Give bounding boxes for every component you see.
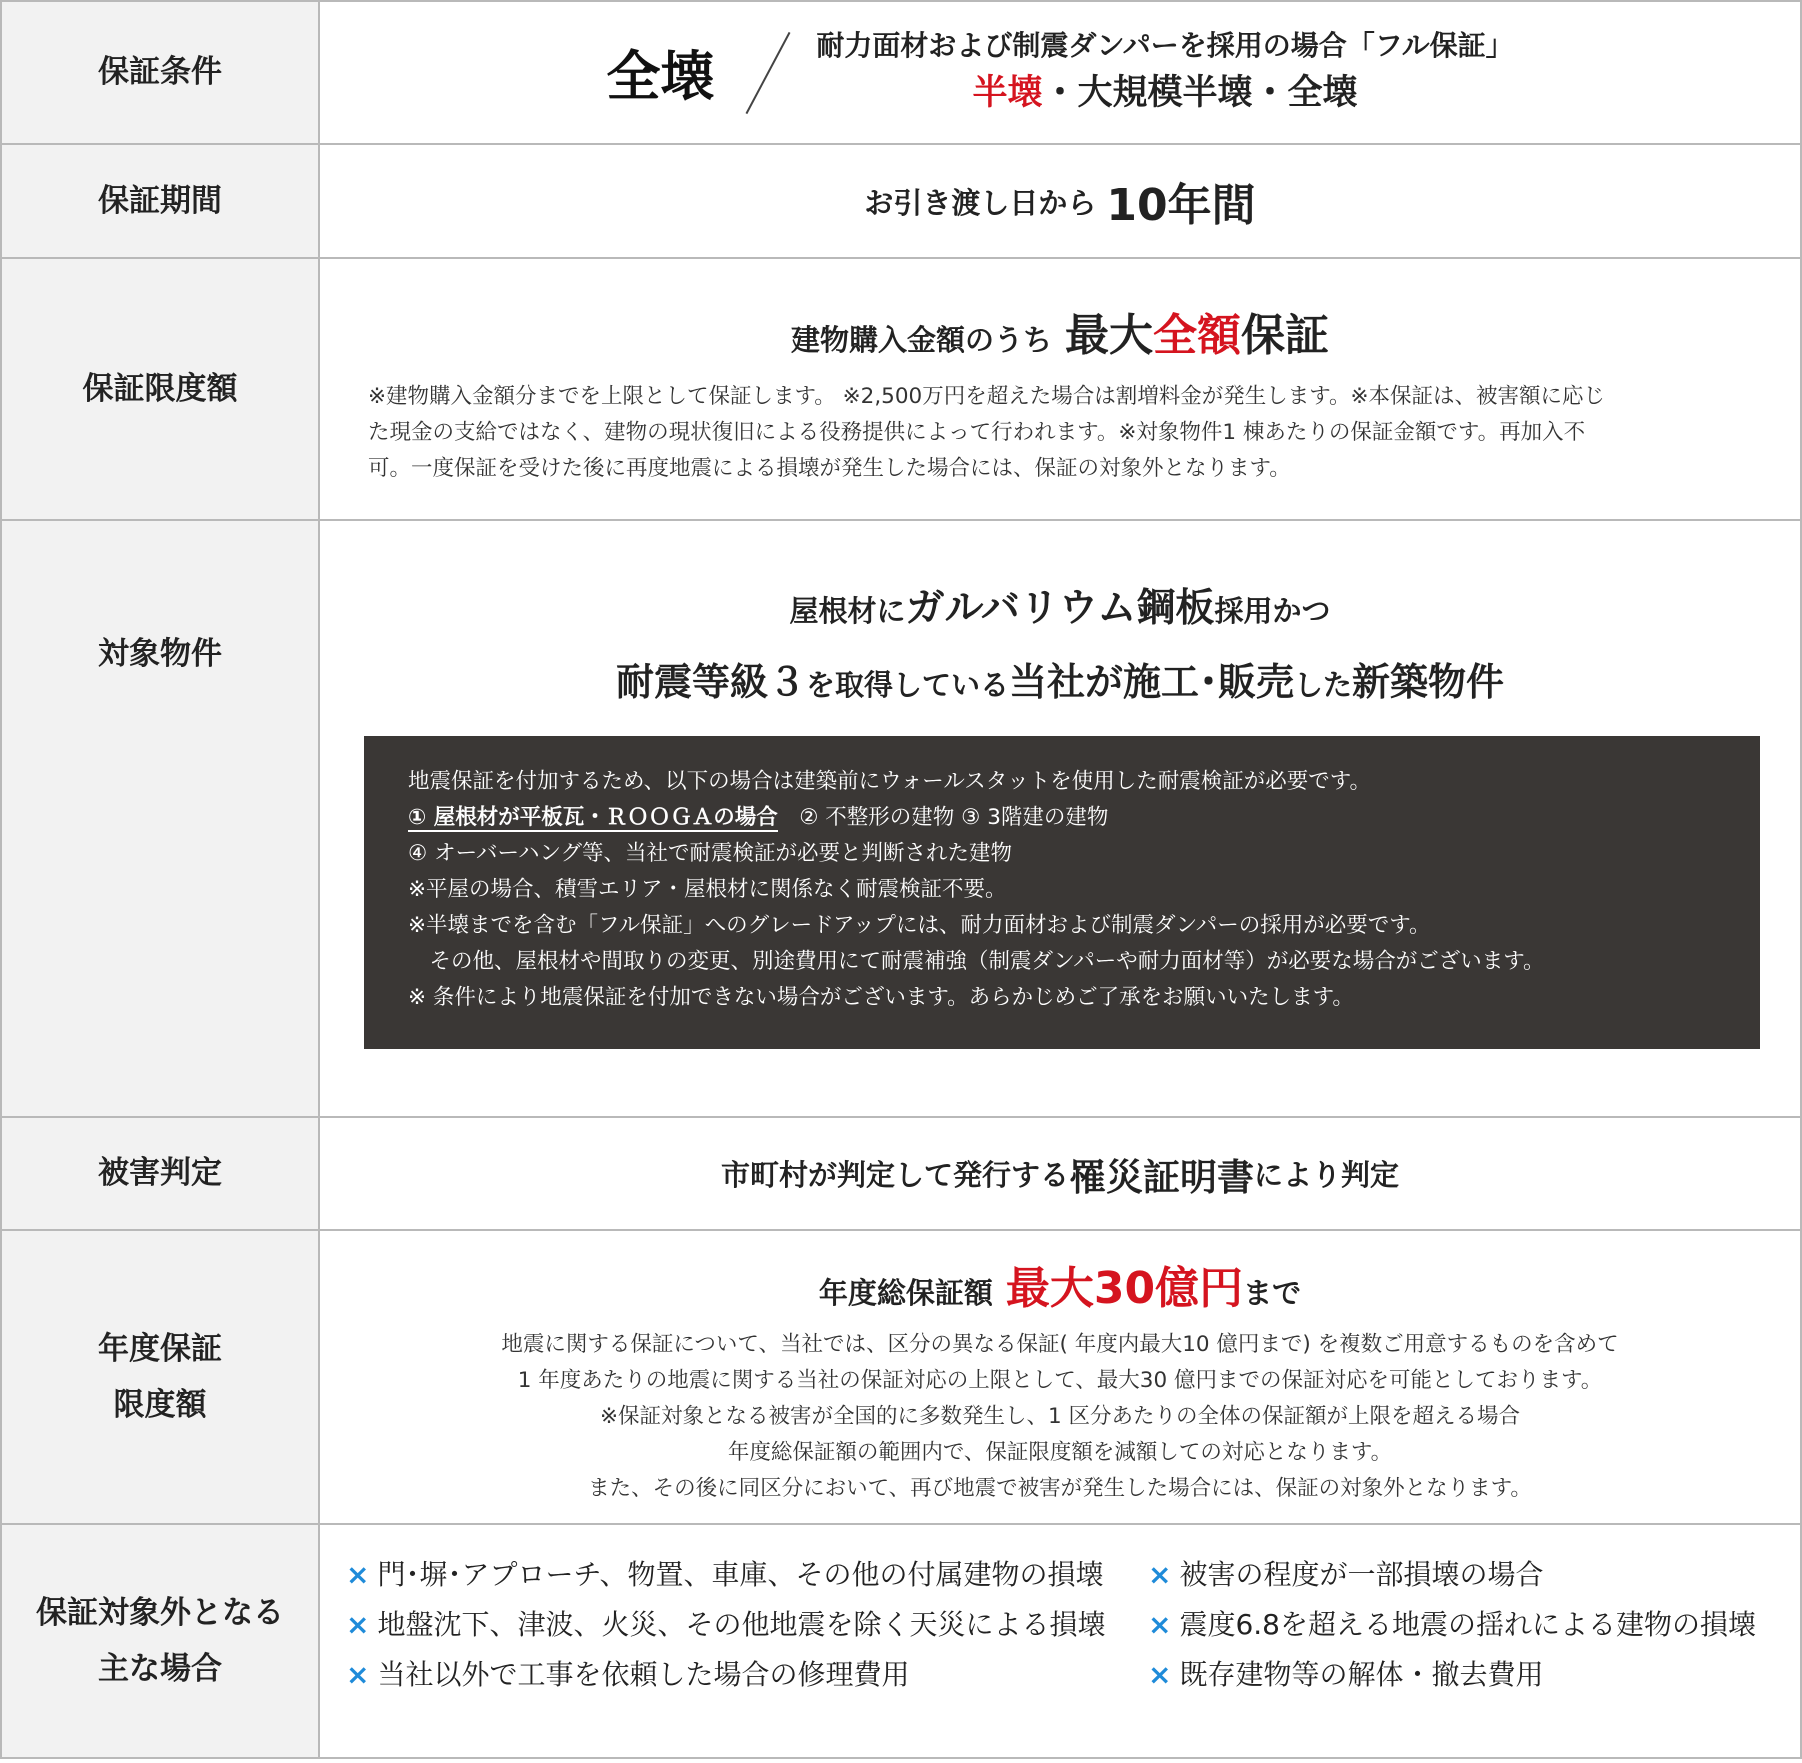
cross-icon: × — [346, 1658, 370, 1691]
header-annual-l2: 限度額 — [113, 1387, 207, 1423]
notice-line: ※平屋の場合、積雪エリア・屋根材に関係なく耐震検証不要。 — [408, 877, 1007, 902]
annual-note-line: 年度総保証額の範囲内で、保証限度額を減額しての対応となります。 — [727, 1440, 1393, 1465]
property-l2-e: 新築物件 — [1352, 660, 1505, 704]
notice-line — [408, 800, 1760, 836]
limit-title-red: 全額 — [1153, 310, 1242, 361]
exclusion-text: 被害の程度が一部損壊の場合 — [1179, 1558, 1544, 1591]
header-annual — [0, 1231, 320, 1523]
notice-line: ※半壊までを含む「フル保証」へのグレードアップには、耐力面材および制震ダンパーの採用が必要です。 — [408, 913, 1431, 938]
judgement-emph: 罹災証明書 — [1069, 1155, 1254, 1199]
exclusion-item — [1148, 1605, 1756, 1645]
header-exclusions-l2: 主な場合 — [98, 1651, 222, 1687]
cross-icon: × — [1148, 1608, 1172, 1641]
exclusion-item — [346, 1555, 1104, 1595]
notice-line: ※ 条件により地震保証を付加できない場合がございます。あらかじめご了承をお願いいたします。 — [408, 985, 1354, 1010]
limit-note — [368, 379, 1605, 487]
row-period — [0, 145, 1802, 259]
limit-note-line: 可。一度保証を受けた後に再度地震による損壊が発生した場合には、保証の対象外となります。 — [368, 456, 1291, 481]
property-l2-c: 当社が施工･販売 — [1008, 660, 1294, 704]
notice-line-rest: ② 不整形の建物 ③ 3階建の建物 — [777, 805, 1109, 830]
exclusion-text: 門･塀･アプローチ、物置、車庫、その他の付属建物の損壊 — [377, 1558, 1104, 1591]
exclusion-item — [346, 1655, 909, 1695]
header-judgement: 被害判定 — [0, 1118, 320, 1229]
property-line-1 — [320, 583, 1800, 642]
property-l1-c: 採用かつ — [1214, 594, 1331, 628]
row-condition — [0, 2, 1802, 145]
annual-note-line: 1 年度あたりの地震に関する当社の保証対応の上限として、最大30 億円までの保証対応を可能としております。 — [517, 1368, 1603, 1393]
exclusions-cell — [320, 1525, 1802, 1757]
limit-cell — [320, 259, 1802, 519]
full-warranty-scope — [816, 66, 1513, 120]
header-exclusions-l1: 保証対象外となる — [36, 1595, 284, 1631]
annual-title-red: 最大30億円 — [1005, 1263, 1244, 1314]
cross-icon: × — [1148, 1658, 1172, 1691]
annual-cell — [320, 1231, 1802, 1523]
judgement-suffix: により判定 — [1254, 1158, 1400, 1192]
property-line-2 — [320, 655, 1800, 717]
exclusion-text: 地盤沈下、津波、火災、その他地震を除く天災による損壊 — [377, 1608, 1106, 1641]
property-l1-b: ガルバリウム鋼板 — [905, 586, 1215, 631]
cross-icon: × — [346, 1558, 370, 1591]
period-cell — [320, 145, 1802, 257]
judgement-cell — [320, 1118, 1802, 1229]
full-warranty-red: 半壊 — [972, 72, 1043, 113]
header-property: 対象物件 — [0, 521, 320, 1116]
cross-icon: × — [346, 1608, 370, 1641]
property-cell — [320, 521, 1802, 1116]
property-l1-a: 屋根材に — [789, 594, 906, 628]
period-prefix: お引き渡し日から — [864, 185, 1097, 220]
judgement-prefix: 市町村が判定して発行する — [720, 1158, 1069, 1192]
annual-title-prefix: 年度総保証額 — [818, 1276, 993, 1310]
row-judgement — [0, 1118, 1802, 1231]
limit-title — [320, 299, 1800, 363]
notice-underlined: ① 屋根材が平板瓦・ＲＯＯＧＡの場合 — [408, 805, 778, 830]
full-warranty-rest: ・大規模半壊・全壊 — [1042, 72, 1358, 113]
annual-note-line: ※保証対象となる被害が全国的に多数発生し、1 区分あたりの全体の保証額が上限を超える場合 — [599, 1404, 1521, 1429]
condition-main: 全壊 — [606, 45, 715, 108]
row-property — [0, 521, 1802, 1118]
annual-title — [320, 1259, 1800, 1328]
header-annual-l1: 年度保証 — [98, 1331, 222, 1367]
header-exclusions — [0, 1525, 320, 1757]
annual-note — [320, 1327, 1800, 1507]
row-limit — [0, 259, 1802, 521]
annual-note-line: 地震に関する保証について、当社では、区分の異なる保証( 年度内最大10 億円まで) を複数ご用意するものを含めて — [501, 1332, 1619, 1357]
notice-line: その他、屋根材や間取りの変更、別途費用にて耐震補強（制震ダンパーや耐力面材等）が必要な場合がございます。 — [408, 949, 1545, 974]
notice-line: 地震保証を付加するため、以下の場合は建築前にウォールスタットを使用した耐震検証が必要です。 — [408, 769, 1371, 794]
row-exclusions — [0, 1525, 1802, 1759]
limit-title-a: 最大 — [1065, 310, 1154, 361]
header-condition: 保証条件 — [0, 2, 320, 143]
header-period: 保証期間 — [0, 145, 320, 257]
exclusion-text: 既存建物等の解体・撤去費用 — [1179, 1658, 1544, 1691]
cross-icon: × — [1148, 1558, 1172, 1591]
annual-note-line: また、その後に同区分において、再び地震で被害が発生した場合には、保証の対象外となります。 — [588, 1476, 1532, 1501]
exclusion-item — [1148, 1555, 1543, 1595]
slash-divider — [742, 33, 794, 113]
property-l2-a: 耐震等級３ — [615, 660, 806, 704]
property-l2-b: を取得している — [805, 668, 1009, 702]
annual-title-suffix: まで — [1243, 1276, 1302, 1310]
notice-line: ④ オーバーハング等、当社で耐震検証が必要と判断された建物 — [408, 841, 1013, 866]
row-annual — [0, 1231, 1802, 1525]
limit-title-prefix: 建物購入金額のうち — [790, 323, 1052, 357]
full-warranty-note: 耐力面材および制震ダンパーを採用の場合「フル保証」 — [816, 28, 1514, 62]
header-limit: 保証限度額 — [0, 259, 320, 519]
exclusion-text: 震度6.8を超える地震の揺れによる建物の損壊 — [1179, 1608, 1757, 1641]
limit-note-line: ※建物購入金額分までを上限として保証します。 ※2,500万円を超えた場合は割増料金が発生します。※本保証は、被害額に応じ — [368, 384, 1605, 409]
exclusion-item — [1148, 1655, 1543, 1695]
exclusion-item — [346, 1605, 1105, 1645]
limit-note-line: た現金の支給ではなく、建物の現状復旧による役務提供によって行われます。※対象物件1 棟あたりの保証金額です。再加入不 — [368, 420, 1586, 445]
condition-cell — [320, 2, 1802, 143]
limit-title-b: 保証 — [1241, 310, 1330, 361]
full-warranty — [816, 26, 1513, 120]
seismic-check-notice — [364, 736, 1760, 1049]
period-value: 10年間 — [1106, 180, 1256, 231]
exclusion-text: 当社以外で工事を依頼した場合の修理費用 — [377, 1658, 910, 1691]
property-l2-d: した — [1294, 668, 1353, 702]
